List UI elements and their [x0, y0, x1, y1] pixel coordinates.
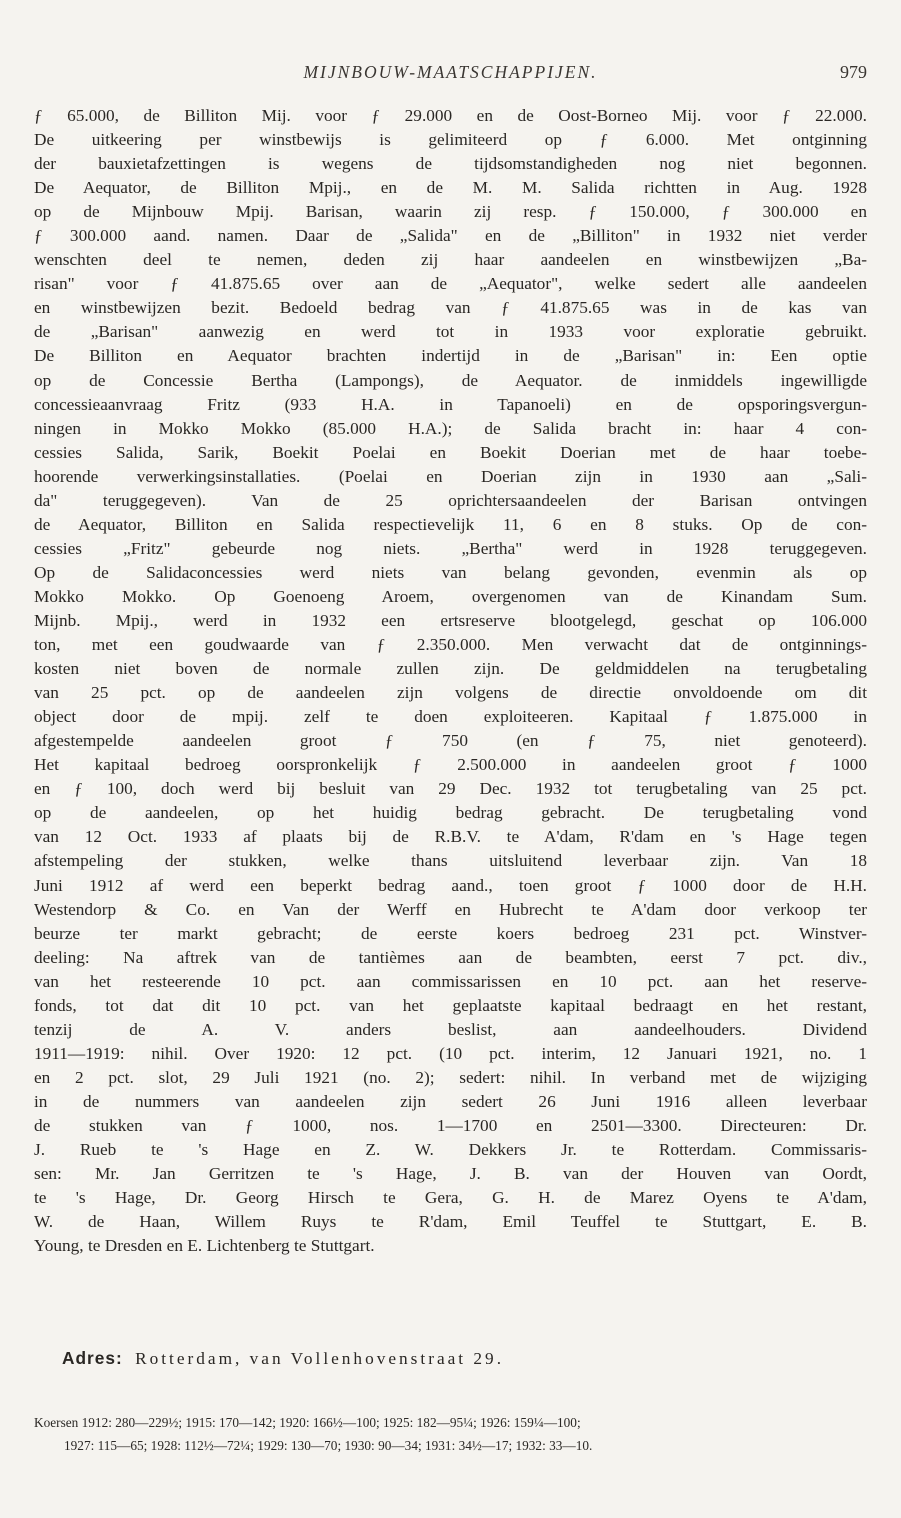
text-line-18: de Aequator, Billiton en Salida respectievelijk 11, 6 en 8 stuks. Op de con-	[34, 514, 867, 534]
text-line-11: De Billiton en Aequator brachten indertijd in de „Barisan" in: Een optie	[34, 346, 867, 366]
text-line-48: Young, te Dresden en E. Lichtenberg te Stuttgart.	[34, 1236, 375, 1256]
running-title: MIJNBOUW-MAATSCHAPPIJEN.	[303, 62, 598, 82]
text-line-34: Westendorp & Co. en Van der Werff en Hubrecht te A'dam door verkoop ter	[34, 899, 867, 919]
text-line-24: kosten niet boven de normale zullen zijn. De geldmiddelen na terugbetaling	[34, 659, 867, 679]
text-line-29: en ƒ 100, doch werd bij besluit van 29 Dec. 1932 tot terugbetaling van 25 pct.	[34, 779, 867, 799]
text-line-41: en 2 pct. slot, 29 Juli 1921 (no. 2); sedert: nihil. In verband met de wijziging	[34, 1067, 867, 1087]
quotes-block	[34, 1411, 867, 1457]
text-line-22: Mijnb. Mpij., werd in 1932 een ertsreserve blootgelegd, geschat op 106.000	[34, 610, 867, 630]
body-text	[34, 104, 867, 1258]
text-line-16: hoorende verwerkingsinstallaties. (Poelai en Doerian zijn in 1930 aan „Sali-	[34, 466, 867, 486]
text-line-13: concessieaanvraag Fritz (933 H.A. in Tapanoeli) en de opsporingsvergun-	[34, 394, 867, 414]
text-line-21: Mokko Mokko. Op Goenoeng Aroem, overgenomen van de Kinandam Sum.	[34, 586, 867, 606]
text-line-25: van 25 pct. op de aandeelen zijn volgens de directie onvoldoende om dit	[34, 683, 867, 703]
text-line-33: Juni 1912 af werd een beperkt bedrag aand., toen groot ƒ 1000 door de H.H.	[34, 875, 867, 895]
text-line-1: ƒ 65.000, de Billiton Mij. voor ƒ 29.000 en de Oost-Borneo Mij. voor ƒ 22.000.	[34, 106, 867, 125]
text-line-17: da" teruggegeven). Van de 25 oprichtersaandeelen der Barisan ontvingen	[34, 490, 867, 510]
text-line-38: fonds, tot dat dit 10 pct. van het geplaatste kapitaal bedraagt en het restant,	[34, 995, 867, 1015]
text-line-40: 1911—1919: nihil. Over 1920: 12 pct. (10 pct. interim, 12 Januari 1921, no. 1	[34, 1043, 867, 1063]
text-line-9: en winstbewijzen bezit. Bedoeld bedrag van ƒ 41.875.65 was in de kas van	[34, 298, 867, 318]
text-line-12: op de Concessie Bertha (Lampongs), de Aequator. de inmiddels ingewilligde	[34, 370, 867, 390]
text-line-36: deeling: Na aftrek van de tantièmes aan de beambten, eerst 7 pct. div.,	[34, 947, 867, 967]
text-line-23: ton, met een goudwaarde van ƒ 2.350.000. Men verwacht dat de ontginnings-	[34, 635, 867, 655]
text-line-19: cessies „Fritz" gebeurde nog niets. „Bertha" werd in 1928 teruggegeven.	[34, 538, 867, 558]
text-line-6: ƒ 300.000 aand. namen. Daar de „Salida" en de „Billiton" in 1932 niet verder	[34, 226, 867, 246]
text-line-46: te 's Hage, Dr. Georg Hirsch te Gera, G. H. de Marez Oyens te A'dam,	[34, 1188, 867, 1208]
text-line-32: afstempeling der stukken, welke thans uitsluitend leverbaar zijn. Van 18	[34, 851, 867, 871]
quotes-line-1: Koersen 1912: 280—229½; 1915: 170—142; 1920: 166½—100; 1925: 182—95¼; 1926: 159¼—100;	[34, 1415, 581, 1430]
address-line	[62, 1348, 862, 1369]
text-line-44: J. Rueb te 's Hage en Z. W. Dekkers Jr. te Rotterdam. Commissaris-	[34, 1140, 867, 1160]
text-line-27: afgestempelde aandeelen groot ƒ 750 (en ƒ 75, niet genoteerd).	[34, 731, 867, 751]
text-line-15: cessies Salida, Sarik, Boekit Poelai en Boekit Doerian met de haar toebe-	[34, 442, 867, 462]
text-line-8: risan" voor ƒ 41.875.65 over aan de „Aequator", welke sedert alle aandeelen	[34, 274, 867, 294]
text-line-30: op de aandeelen, op het huidig bedrag gebracht. De terugbetaling vond	[34, 803, 867, 823]
text-line-47: W. de Haan, Willem Ruys te R'dam, Emil Teuffel te Stuttgart, E. B.	[34, 1212, 867, 1232]
page-number: 979	[840, 62, 867, 82]
text-line-45: sen: Mr. Jan Gerritzen te 's Hage, J. B. van der Houven van Oordt,	[34, 1164, 867, 1184]
running-header	[0, 60, 901, 90]
text-line-31: van 12 Oct. 1933 af plaats bij de R.B.V. te A'dam, R'dam en 's Hage tegen	[34, 827, 867, 847]
text-line-2: De uitkeering per winstbewijs is gelimiteerd op ƒ 6.000. Met ontginning	[34, 130, 867, 150]
text-line-37: van het resteerende 10 pct. aan commissarissen en 10 pct. aan het reserve-	[34, 971, 867, 991]
text-line-42: in de nummers van aandeelen zijn sedert 26 Juni 1916 alleen leverbaar	[34, 1091, 867, 1111]
text-line-14: ningen in Mokko Mokko (85.000 H.A.); de Salida bracht in: haar 4 con-	[34, 418, 867, 438]
address-label: Adres:	[62, 1348, 123, 1368]
text-line-28: Het kapitaal bedroeg oorspronkelijk ƒ 2.500.000 in aandeelen groot ƒ 1000	[34, 755, 867, 775]
quotes-line-2: 1927: 115—65; 1928: 112½—72¼; 1929: 130—70; 1930: 90—34; 1931: 34½—17; 1932: 33—10.	[64, 1438, 593, 1453]
text-line-35: beurze ter markt gebracht; de eerste koers bedroeg 231 pct. Winstver-	[34, 923, 867, 943]
text-line-43: de stukken van ƒ 1000, nos. 1—1700 en 2501—3300. Directeuren: Dr.	[34, 1115, 867, 1135]
text-line-5: op de Mijnbouw Mpij. Barisan, waarin zij resp. ƒ 150.000, ƒ 300.000 en	[34, 202, 867, 222]
text-line-7: wenschten deel te nemen, deden zij haar aandeelen en winstbewijzen „Ba-	[34, 250, 867, 270]
address-value: Rotterdam, van Vollenhovenstraat 29.	[135, 1349, 505, 1368]
text-line-39: tenzij de A. V. anders beslist, aan aandeelhouders. Dividend	[34, 1019, 867, 1039]
text-line-20: Op de Salidaconcessies werd niets van belang gevonden, evenmin als op	[34, 562, 867, 582]
text-line-26: object door de mpij. zelf te doen exploiteeren. Kapitaal ƒ 1.875.000 in	[34, 707, 867, 727]
text-line-4: De Aequator, de Billiton Mpij., en de M. M. Salida richtten in Aug. 1928	[34, 178, 867, 198]
text-line-10: de „Barisan" aanwezig en werd tot in 1933 voor exploratie gebruikt.	[34, 322, 867, 342]
text-line-3: der bauxietafzettingen is wegens de tijdsomstandigheden nog niet begonnen.	[34, 154, 867, 174]
